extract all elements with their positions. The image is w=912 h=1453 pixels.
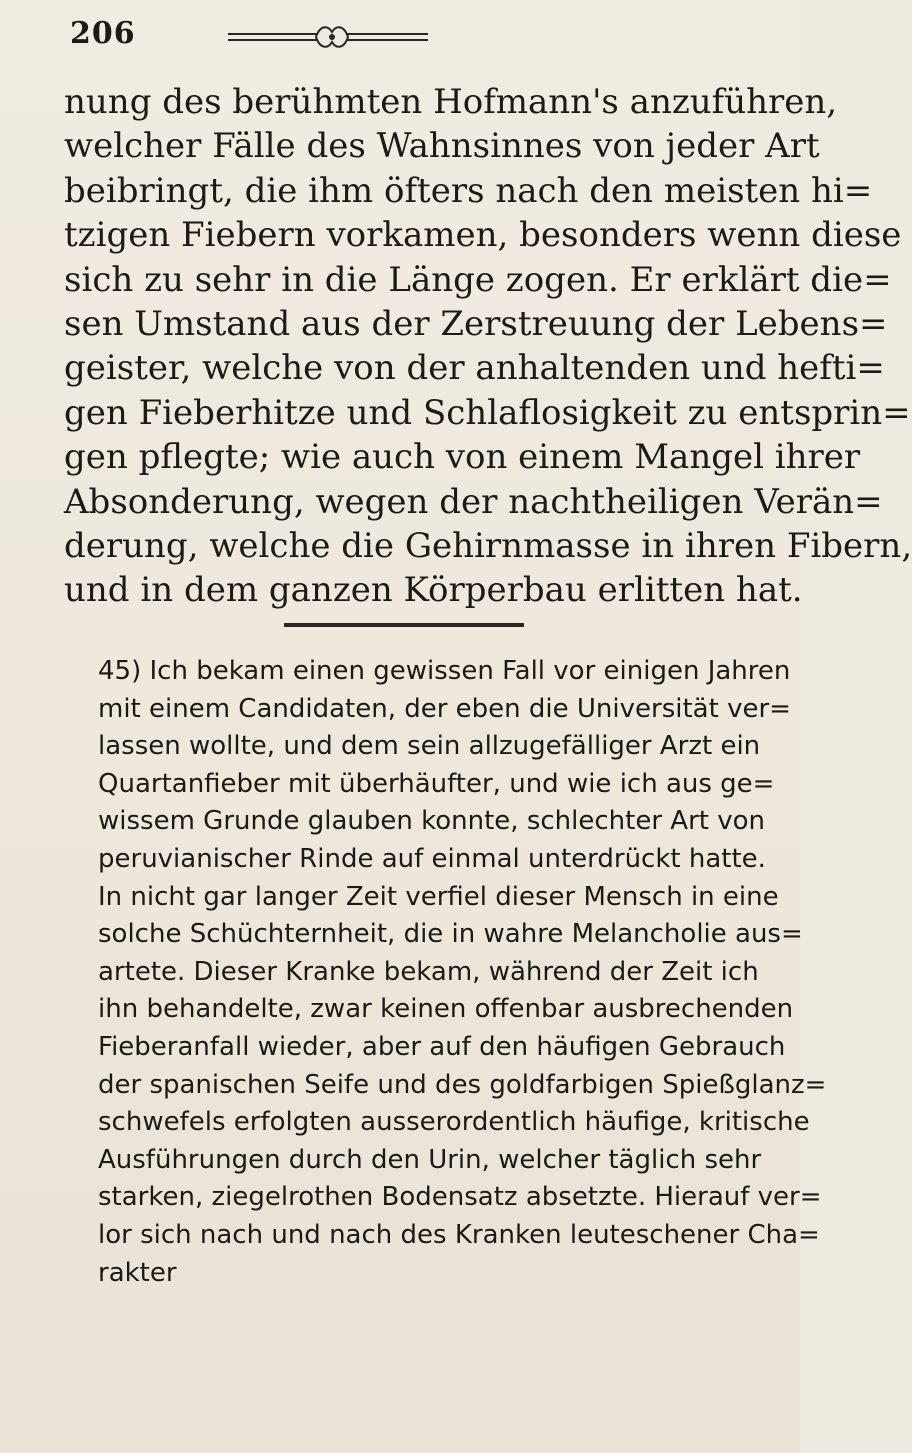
- main-text-block: [64, 80, 912, 613]
- footnote-line: peruvianischer Rinde auf einmal unterdrückt hatte.: [98, 843, 766, 874]
- footnote-line: schwefels erfolgten ausserordentlich häufige, kritische: [98, 1107, 810, 1138]
- main-line: gen Fieberhitze und Schlaflosigkeit zu entsprin=: [64, 392, 911, 433]
- main-line: sich zu sehr in die Länge zogen. Er erklärt die=: [64, 259, 892, 300]
- main-line: gen pflegte; wie auch von einem Mangel ihrer: [64, 437, 861, 478]
- footnote-line: artete. Dieser Kranke bekam, während der Zeit ich: [98, 956, 759, 987]
- footnote-line: 45) Ich bekam einen gewissen Fall vor einigen Jahren: [98, 656, 791, 686]
- footnote-line: mit einem Candidaten, der eben die Universität ver=: [98, 693, 791, 724]
- footnote-line: der spanischen Seife und des goldfarbigen Spießglanz=: [98, 1069, 827, 1100]
- main-line: tzigen Fiebern vorkamen, besonders wenn diese: [64, 215, 902, 256]
- footnote-line: ihn behandelte, zwar keinen offenbar ausbrechenden: [98, 994, 794, 1025]
- main-line: und in dem ganzen Körperbau erlitten hat.: [64, 570, 803, 611]
- footnote-line: solche Schüchternheit, die in wahre Melancholie aus=: [98, 919, 803, 950]
- footnote-line: lor sich nach und nach des Kranken leuteschener Cha=: [98, 1219, 820, 1250]
- footnote-block: [50, 653, 827, 1292]
- footnote-line: wissem Grunde glauben konnte, schlechter Art von: [98, 806, 765, 837]
- footnote-line: Fieberanfall wieder, aber auf den häufigen Gebrauch: [98, 1031, 786, 1062]
- footnote-line: starken, ziegelrothen Bodensatz absetzte. Hierauf ver=: [98, 1182, 822, 1213]
- main-line: Absonderung, wegen der nachtheiligen Verän=: [64, 481, 883, 522]
- main-line: beibringt, die ihm öfters nach den meisten hi=: [64, 170, 873, 211]
- main-line: derung, welche die Gehirnmasse in ihren Fibern,: [64, 526, 912, 567]
- footnote-line: Quartanfieber mit überhäufter, und wie ich aus ge=: [98, 768, 775, 799]
- footnote-line: Ausführungen durch den Urin, welcher täglich sehr: [98, 1144, 762, 1175]
- main-line: nung des berühmten Hofmann's anzuführen,: [64, 82, 838, 122]
- page-header: [52, 14, 752, 64]
- footnote-line: rakter: [98, 1257, 177, 1288]
- ornament-divider-icon: [228, 22, 428, 54]
- page-number: 206: [70, 16, 136, 51]
- footnote-separator: [284, 623, 524, 627]
- main-line: welcher Fälle des Wahnsinnes von jeder Art: [64, 126, 820, 167]
- main-line: sen Umstand aus der Zerstreuung der Lebens=: [64, 304, 888, 345]
- footnote-line: lassen wollte, und dem sein allzugefälliger Arzt ein: [98, 731, 761, 762]
- main-line: geister, welche von der anhaltenden und hefti=: [64, 348, 885, 389]
- footnote-line: In nicht gar langer Zeit verfiel dieser Mensch in eine: [98, 881, 779, 912]
